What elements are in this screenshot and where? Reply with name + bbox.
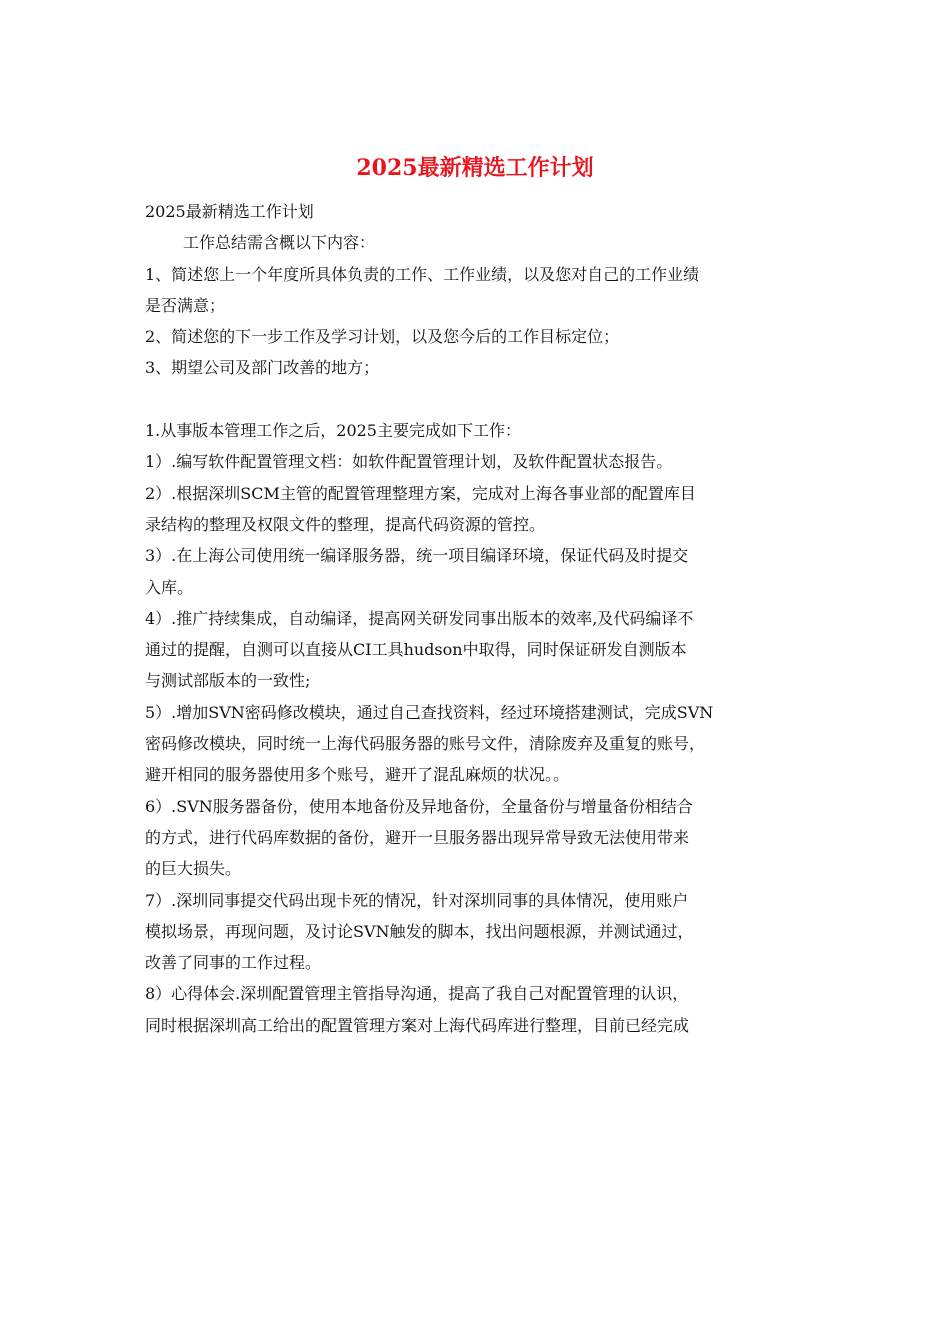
body-line-task-7: 7）.深圳同事提交代码出现卡死的情况，针对深圳同事的具体情况，使用账户 — [145, 890, 689, 910]
body-line-task-4: 4）.推广持续集成，自动编译，提高网关研发同事出版本的效率,及代码编译不 — [145, 608, 694, 628]
body-line-task-8-cont: 同时根据深圳高工给出的配置管理方案对上海代码库进行整理，目前已经完成 — [145, 1015, 690, 1035]
document-body — [145, 196, 813, 1041]
body-line-task-6-cont-2: 的巨大损失。 — [145, 859, 242, 879]
body-line-item-1: 1、简述您上一个年度所具体负责的工作、工作业绩，以及您对自己的工作业绩 — [145, 264, 700, 284]
body-line-task-3: 3）.在上海公司使用统一编译服务器，统一项目编译环境，保证代码及时提交 — [145, 546, 689, 566]
body-line-task-3-cont: 入库。 — [145, 577, 194, 597]
body-line-blank — [145, 384, 813, 415]
body-line-section-1: 1.从事版本管理工作之后，2025主要完成如下工作： — [145, 421, 521, 441]
body-line-task-4-cont: 通过的提醒，自测可以直接从CI工具hudson中取得，同时保证研发自测版本 — [145, 640, 687, 660]
body-line-item-3: 3、期望公司及部门改善的地方； — [145, 358, 380, 378]
body-line-task-2: 2）.根据深圳SCM主管的配置管理整理方案，完成对上海各事业部的配置库目 — [145, 483, 696, 503]
body-line-task-5-cont: 密码修改模块，同时统一上海代码服务器的账号文件，清除废弃及重复的账号， — [145, 734, 706, 754]
body-line-subtitle: 2025最新精选工作计划 — [145, 202, 314, 221]
body-line-task-5: 5）.增加SVN密码修改模块，通过自己查找资料，经过环境搭建测试，完成SVN — [145, 702, 714, 722]
body-line-task-1: 1）.编写软件配置管理文档：如软件配置管理计划，及软件配置状态报告。 — [145, 452, 673, 472]
body-line-task-8: 8）心得体会.深圳配置管理主管指导沟通，提高了我自己对配置管理的认识， — [145, 984, 689, 1004]
body-line-task-7-cont-2: 改善了同事的工作过程。 — [145, 953, 322, 973]
body-line-task-2-cont: 录结构的整理及权限文件的整理，提高代码资源的管控。 — [145, 514, 546, 534]
body-line-item-2: 2、简述您的下一步工作及学习计划，以及您今后的工作目标定位； — [145, 327, 620, 347]
body-line-task-7-cont: 模拟场景，再现问题，及讨论SVN触发的脚本，找出问题根源，并测试通过， — [145, 921, 694, 941]
body-line-task-5-cont-2: 避开相同的服务器使用多个账号，避开了混乱麻烦的状况。。 — [145, 765, 570, 785]
body-line-task-4-cont-2: 与测试部版本的一致性; — [145, 671, 311, 691]
body-line-item-1-cont: 是否满意； — [145, 295, 226, 315]
body-line-intro: 工作总结需含概以下内容： — [183, 233, 376, 253]
document-title: 2025最新精选工作计划 — [356, 155, 594, 181]
body-line-task-6-cont: 的方式，进行代码库数据的备份，避开一旦服务器出现异常导致无法使用带来 — [145, 827, 690, 847]
body-line-task-6: 6）.SVN服务器备份，使用本地备份及异地备份，全量备份与增量备份相结合 — [145, 796, 693, 816]
